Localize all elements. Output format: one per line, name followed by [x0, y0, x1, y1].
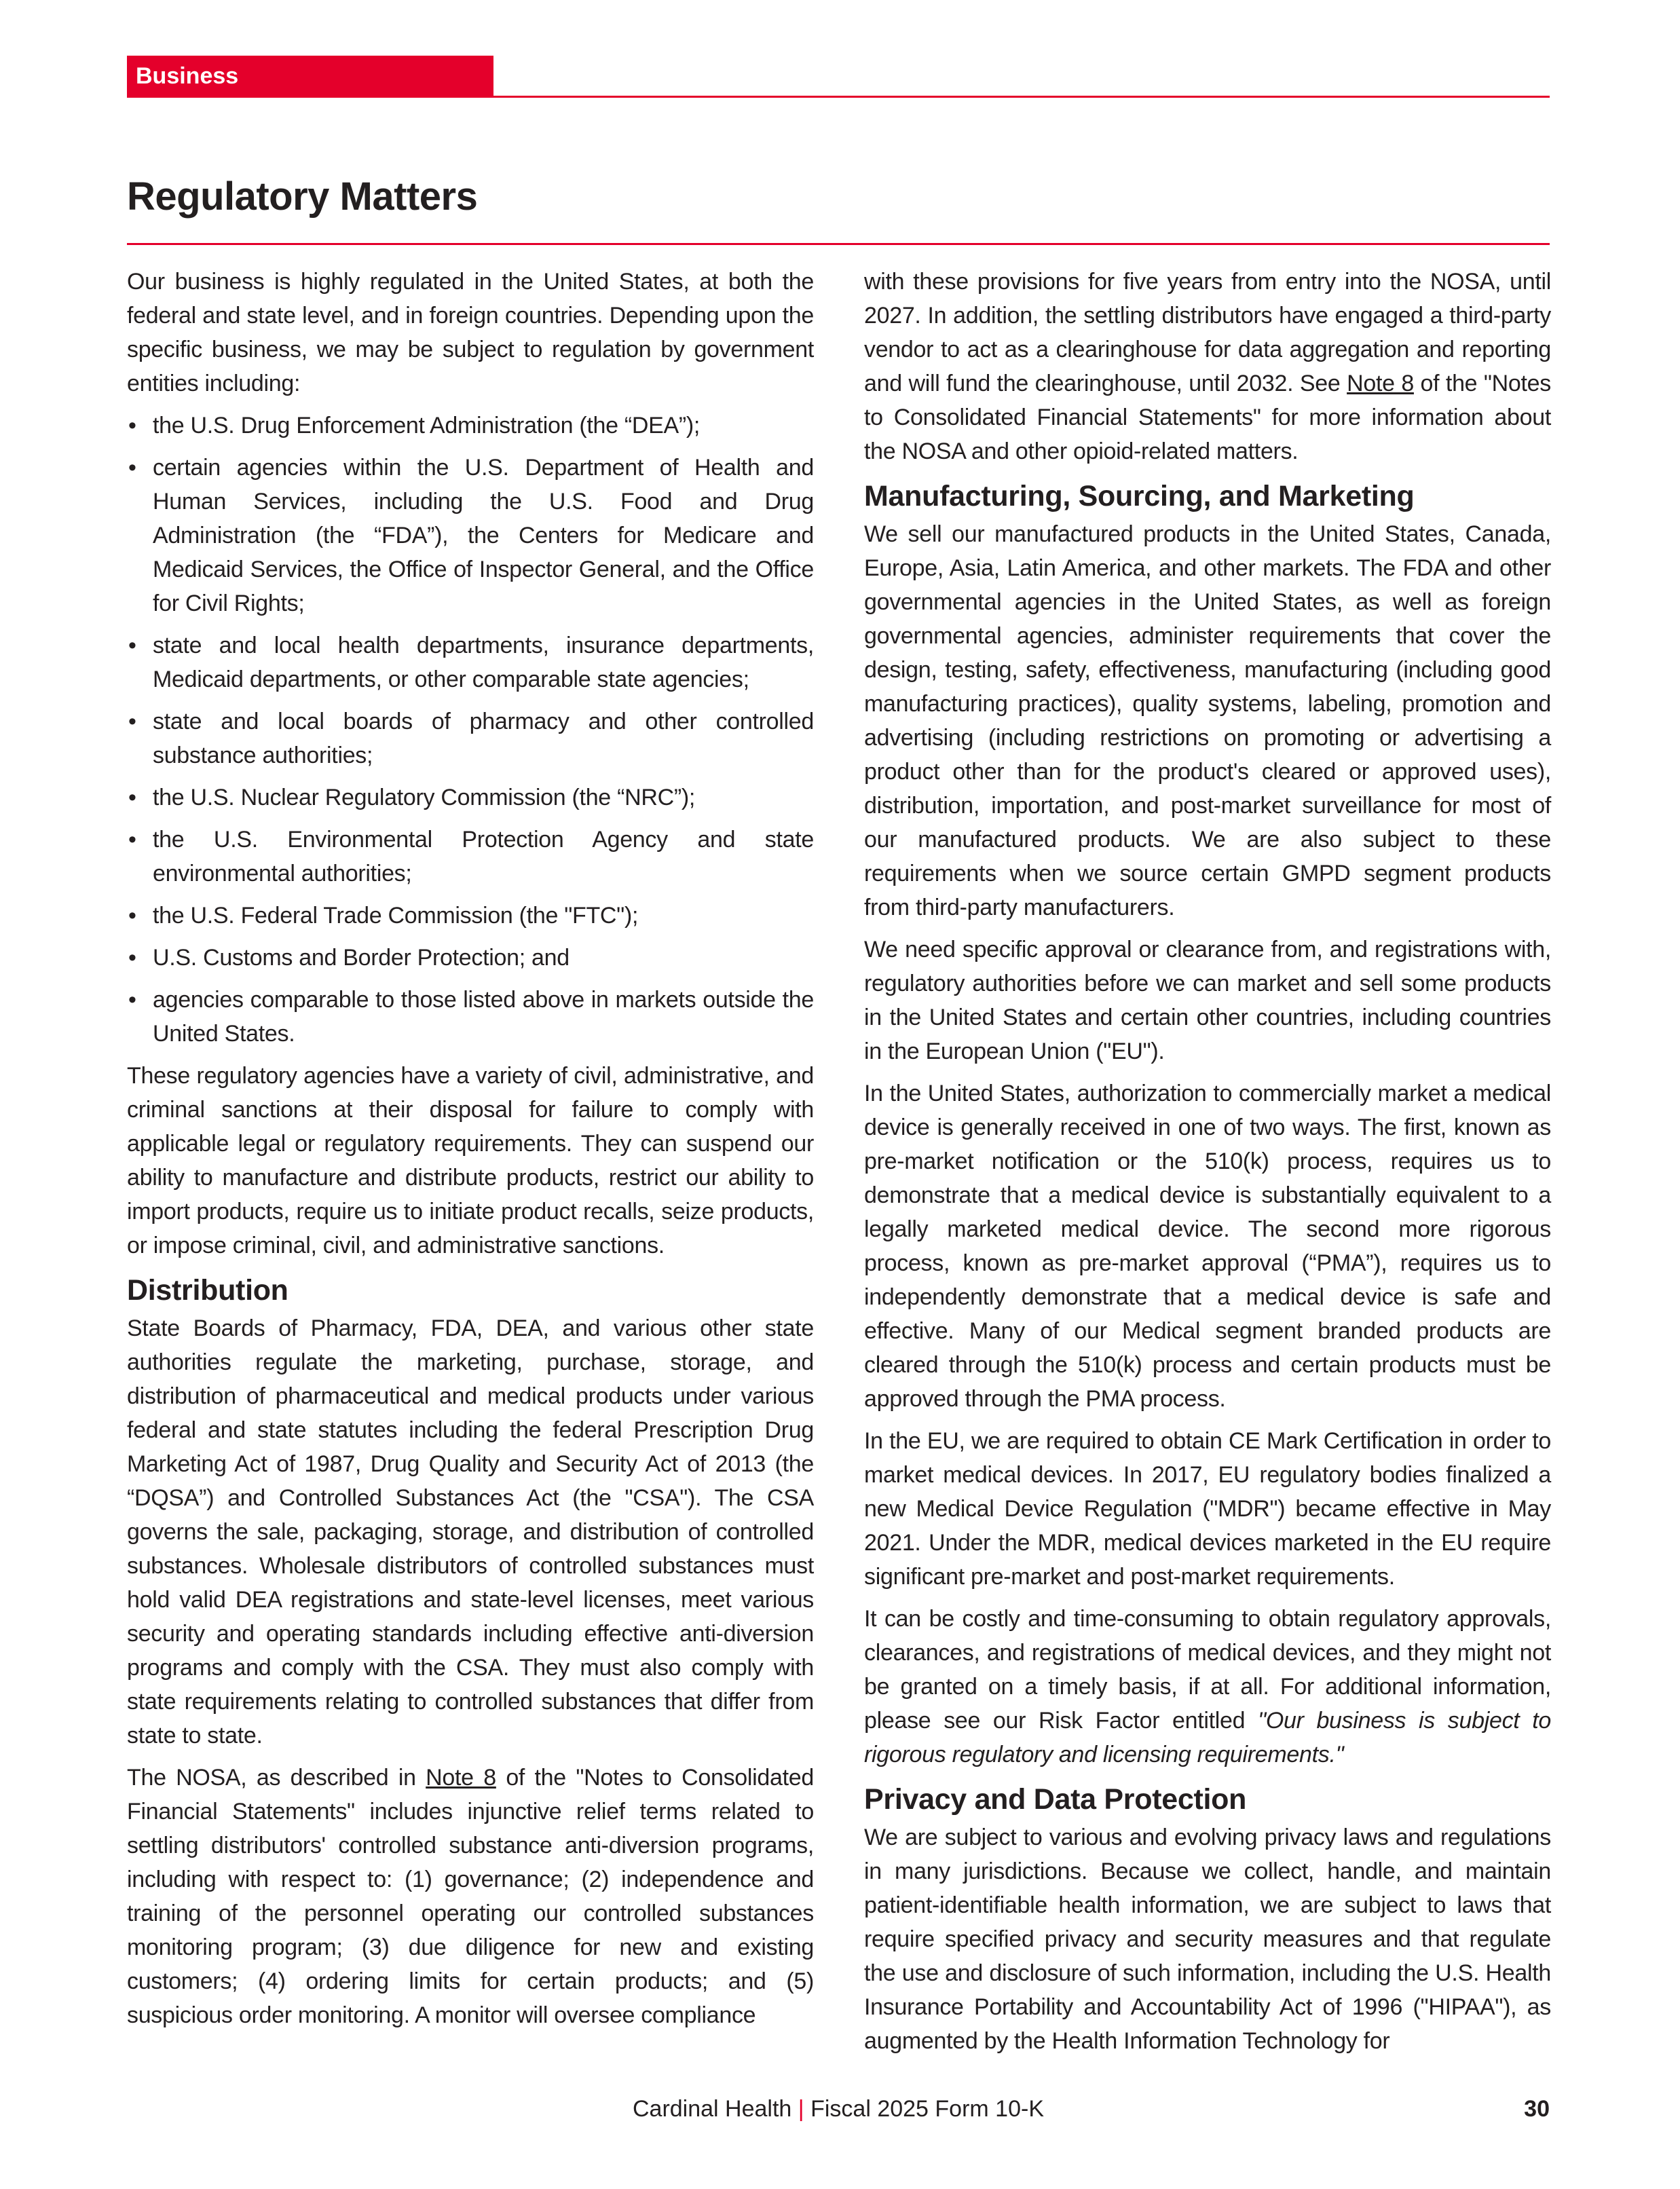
- footer-label: [127, 2092, 1550, 2126]
- eu-paragraph: In the EU, we are required to obtain CE Mark Certification in order to market medical devices. In 2017, EU regulatory bodies finalized a new Medical Device Regulation ("MDR") became effective in May 2021. Under the MDR, medical devices marketed in the EU require significant pre-market and post-market requirements.: [864, 1428, 1551, 1590]
- footer-report: Fiscal 2025 Form 10-K: [810, 2096, 1044, 2122]
- list-item: • the U.S. Nuclear Regulatory Commission (the “NRC”);: [127, 781, 814, 815]
- intro-paragraph: Our business is highly regulated in the United States, at both the federal and state level, and in foreign countries. Depending upon the specific business, we may be subject to regulation by government entities including:: [127, 269, 814, 396]
- list-item: • agencies comparable to those listed above in markets outside the United States.: [127, 983, 814, 1051]
- us-authorization-paragraph: In the United States, authorization to commercially market a medical device is generally received in one of two ways. The first, known as pre-market notification or the 510(k) process, requires us to demonstrate that a medical device is substantially equivalent to a legally marketed medical device. The second more rigorous process, known as pre-market approval (“PMA”), requires us to independently demonstrate that a medical device is safe and effective. Many of our Medical segment branded products are cleared through the 510(k) process and certain products must be approved through the PMA process.: [864, 1081, 1551, 1412]
- list-item: • state and local health departments, insurance departments, Medicaid departments, or other comparable state agencies;: [127, 629, 814, 696]
- nosa-text-before: The NOSA, as described in: [127, 1765, 426, 1791]
- list-item: • the U.S. Federal Trade Commission (the "FTC");: [127, 899, 814, 933]
- risk-text: It can be costly and time-consuming to obtain regulatory approvals, clearances, and registrations of medical devices, and they might not be granted on a timely basis, if at all. For additional information, please see our Risk Factor entitled: [864, 1606, 1551, 1734]
- page-number: 30: [1524, 2096, 1550, 2122]
- header-rule: [127, 96, 1550, 98]
- continuation-text-before: with these provisions for five years from entry into the NOSA, until 2027. In addition, the settling distributors have engaged a third-party vendor to act as a clearinghouse for data aggregation and reporting and will fund the clearinghouse, until 2032. See: [864, 269, 1551, 396]
- list-item: • state and local boards of pharmacy and other controlled substance authorities;: [127, 705, 814, 772]
- continuation-text-after: of the "Notes to Consolidated Financial Statements" for more information about the NOSA and other opioid-related matters.: [864, 371, 1551, 464]
- footer-company: Cardinal Health: [632, 2096, 792, 2122]
- privacy-paragraph: We are subject to various and evolving privacy laws and regulations in many jurisdictions. Because we collect, handle, and maintain patient-identifiable health information, we are subject to laws that require specified privacy and security measures and that regulate the use and disclosure of such information, including the U.S. Health Insurance Portability and Accountability Act of 1996 ("HIPAA"), as augmented by the Health Information Technology for: [864, 1825, 1551, 2054]
- left-column: [127, 265, 814, 2040]
- approval-paragraph: We need specific approval or clearance from, and registrations with, regulatory authorities before we can market and sell some products in the United States and certain other countries, including countries in the European Union ("EU").: [864, 937, 1551, 1064]
- list-item: • U.S. Customs and Border Protection; and: [127, 941, 814, 975]
- sanctions-paragraph: These regulatory agencies have a variety of civil, administrative, and criminal sanctions at their disposal for failure to comply with applicable legal or regulatory requirements. They can suspend our ability to manufacture and distribute products, restrict our ability to import products, require us to initiate product recalls, seize products, or impose criminal, civil, and administrative sanctions.: [127, 1063, 814, 1258]
- distribution-heading: Distribution: [127, 1274, 288, 1307]
- nosa-paragraph: [127, 1761, 814, 2032]
- page-title: Regulatory Matters: [127, 174, 478, 219]
- right-column: [864, 265, 1551, 2066]
- nosa-continuation-paragraph: [864, 265, 1551, 468]
- note-8-link[interactable]: Note 8: [1347, 371, 1414, 396]
- note-8-link[interactable]: Note 8: [426, 1765, 496, 1791]
- distribution-paragraph: State Boards of Pharmacy, FDA, DEA, and various other state authorities regulate the marketing, purchase, storage, and distribution of pharmaceutical and medical products under various federal and state statutes including the federal Prescription Drug Marketing Act of 1987, Drug Quality and Security Act of 2013 (the “DQSA”) and Controlled Substances Act (the "CSA"). The CSA governs the sale, packaging, storage, and distribution of controlled substances. Wholesale distributors of controlled substances must hold valid DEA registrations and state-level licenses, meet various security and operating standards including effective anti-diversion programs and comply with the CSA. They must also comply with state requirements relating to controlled substances that differ from state to state.: [127, 1315, 814, 1748]
- manufacturing-paragraph: We sell our manufactured products in the United States, Canada, Europe, Asia, Latin America, and other markets. The FDA and other governmental agencies in the United States, as well as foreign governmental agencies, administer requirements that cover the design, testing, safety, effectiveness, manufacturing (including good manufacturing practices), quality systems, labeling, promotion and advertising (including restrictions on promoting or advertising a product other than for the product's cleared or approved uses), distribution, importation, and post-market surveillance for most of our manufactured products. We are also subject to these requirements when we source certain GMPD segment products from third-party manufacturers.: [864, 521, 1551, 920]
- footer-separator: |: [798, 2096, 804, 2122]
- title-rule: [127, 243, 1550, 245]
- privacy-heading: Privacy and Data Protection: [864, 1783, 1247, 1816]
- list-item: • certain agencies within the U.S. Department of Health and Human Services, including the U.S. Food and Drug Administration (the “FDA”), the Centers for Medicare and Medicaid Services, the Office of Inspector General, and the Office for Civil Rights;: [127, 451, 814, 620]
- section-tab: Business: [127, 56, 493, 96]
- page-footer: [127, 2092, 1550, 2126]
- list-item: • the U.S. Drug Enforcement Administration (the “DEA”);: [127, 409, 814, 443]
- nosa-text-after: of the "Notes to Consolidated Financial Statements" includes injunctive relief terms related to settling distributors' controlled substance anti-diversion programs, including with respect to: (1) governance; (2) independence and training of the personnel operating our controlled substances monitoring program; (3) due diligence for new and existing customers; (4) ordering limits for certain products; and (5) suspicious order monitoring. A monitor will oversee compliance: [127, 1765, 814, 2028]
- risk-paragraph: [864, 1602, 1551, 1772]
- risk-factor-title: "Our business is subject to rigorous regulatory and licensing requirements.": [864, 1708, 1551, 1767]
- manufacturing-heading: Manufacturing, Sourcing, and Marketing: [864, 480, 1415, 512]
- list-item: • the U.S. Environmental Protection Agency and state environmental authorities;: [127, 823, 814, 891]
- agency-list: [127, 409, 814, 1051]
